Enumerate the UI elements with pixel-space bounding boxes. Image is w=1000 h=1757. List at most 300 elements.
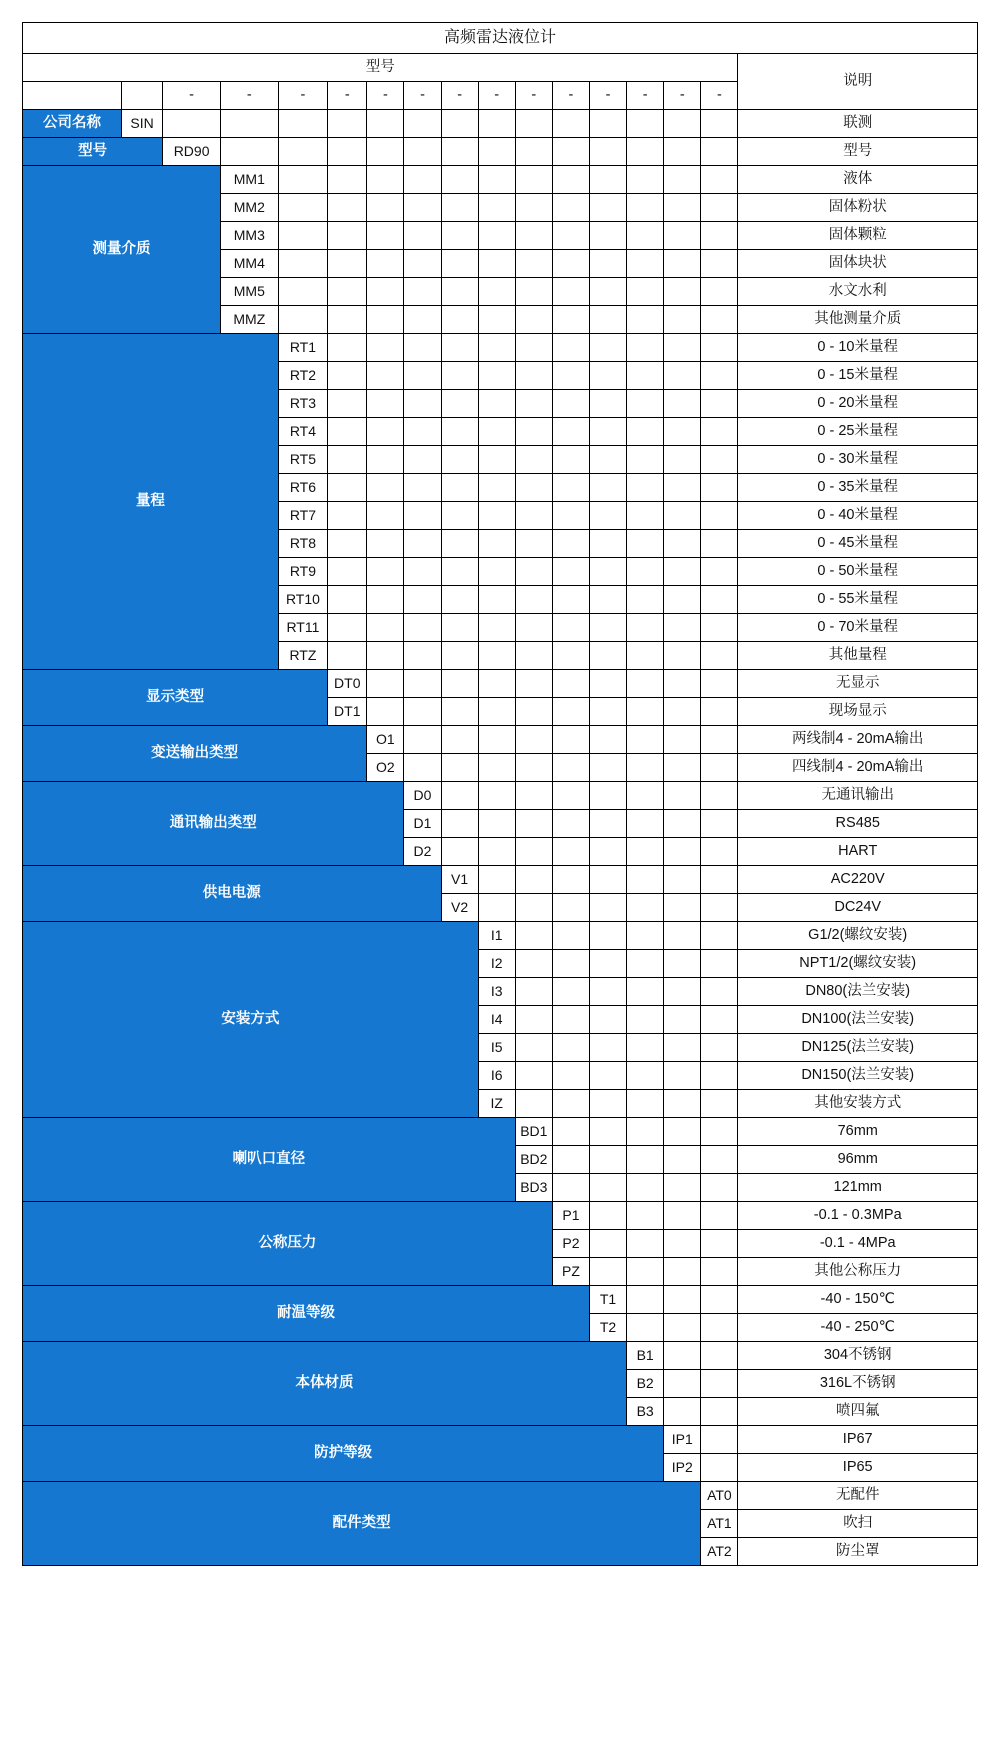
- option-code: MM1: [220, 166, 278, 194]
- empty-cell: [664, 810, 701, 838]
- category-label: 公称压力: [23, 1202, 553, 1286]
- option-description: 0 - 20米量程: [738, 390, 978, 418]
- empty-cell: [441, 110, 478, 138]
- option-description: 其他安装方式: [738, 1090, 978, 1118]
- empty-cell: [367, 250, 404, 278]
- dash-spacer: [23, 82, 122, 110]
- option-code: IZ: [478, 1090, 515, 1118]
- empty-cell: [515, 754, 552, 782]
- empty-cell: [552, 166, 589, 194]
- empty-cell: [590, 726, 627, 754]
- option-code: RT11: [278, 614, 327, 642]
- empty-cell: [627, 810, 664, 838]
- empty-cell: [701, 1342, 738, 1370]
- table-row: [23, 866, 978, 894]
- empty-cell: [664, 950, 701, 978]
- option-code: SIN: [121, 110, 162, 138]
- option-description: IP67: [738, 1426, 978, 1454]
- empty-cell: [701, 950, 738, 978]
- empty-cell: [627, 978, 664, 1006]
- empty-cell: [664, 1174, 701, 1202]
- empty-cell: [627, 250, 664, 278]
- dash-separator: -: [515, 82, 552, 110]
- empty-cell: [515, 530, 552, 558]
- empty-cell: [590, 1202, 627, 1230]
- table-row: [23, 1426, 978, 1454]
- empty-cell: [590, 670, 627, 698]
- empty-cell: [441, 614, 478, 642]
- empty-cell: [701, 334, 738, 362]
- empty-cell: [404, 418, 441, 446]
- option-description: 固体颗粒: [738, 222, 978, 250]
- empty-cell: [367, 110, 404, 138]
- empty-cell: [478, 614, 515, 642]
- empty-cell: [627, 1146, 664, 1174]
- empty-cell: [515, 1034, 552, 1062]
- option-code: RT4: [278, 418, 327, 446]
- option-code: RD90: [163, 138, 221, 166]
- empty-cell: [367, 334, 404, 362]
- empty-cell: [701, 530, 738, 558]
- empty-cell: [627, 390, 664, 418]
- option-description: 0 - 15米量程: [738, 362, 978, 390]
- option-code: D0: [404, 782, 441, 810]
- empty-cell: [404, 166, 441, 194]
- empty-cell: [441, 278, 478, 306]
- table-row: [23, 1482, 978, 1510]
- empty-cell: [552, 614, 589, 642]
- empty-cell: [367, 418, 404, 446]
- empty-cell: [627, 726, 664, 754]
- empty-cell: [701, 838, 738, 866]
- empty-cell: [328, 334, 367, 362]
- empty-cell: [515, 278, 552, 306]
- empty-cell: [328, 306, 367, 334]
- dash-separator: -: [664, 82, 701, 110]
- empty-cell: [664, 754, 701, 782]
- option-description: 无显示: [738, 670, 978, 698]
- empty-cell: [627, 306, 664, 334]
- empty-cell: [701, 642, 738, 670]
- option-description: -0.1 - 0.3MPa: [738, 1202, 978, 1230]
- empty-cell: [441, 530, 478, 558]
- option-code: BD3: [515, 1174, 552, 1202]
- table-row: [23, 166, 978, 194]
- empty-cell: [664, 670, 701, 698]
- option-description: 无配件: [738, 1482, 978, 1510]
- empty-cell: [627, 418, 664, 446]
- option-code: MMZ: [220, 306, 278, 334]
- empty-cell: [552, 698, 589, 726]
- option-description: NPT1/2(螺纹安装): [738, 950, 978, 978]
- empty-cell: [404, 446, 441, 474]
- empty-cell: [627, 922, 664, 950]
- empty-cell: [367, 502, 404, 530]
- empty-cell: [367, 194, 404, 222]
- option-description: 76mm: [738, 1118, 978, 1146]
- empty-cell: [701, 166, 738, 194]
- empty-cell: [590, 418, 627, 446]
- empty-cell: [590, 978, 627, 1006]
- empty-cell: [404, 754, 441, 782]
- empty-cell: [478, 502, 515, 530]
- empty-cell: [515, 250, 552, 278]
- empty-cell: [590, 810, 627, 838]
- empty-cell: [478, 390, 515, 418]
- empty-cell: [404, 698, 441, 726]
- empty-cell: [664, 586, 701, 614]
- empty-cell: [552, 1006, 589, 1034]
- empty-cell: [590, 558, 627, 586]
- empty-cell: [515, 726, 552, 754]
- empty-cell: [701, 1454, 738, 1482]
- empty-cell: [664, 306, 701, 334]
- empty-cell: [404, 670, 441, 698]
- empty-cell: [590, 1034, 627, 1062]
- empty-cell: [441, 502, 478, 530]
- empty-cell: [664, 1118, 701, 1146]
- table-row: [23, 1342, 978, 1370]
- empty-cell: [441, 138, 478, 166]
- empty-cell: [627, 950, 664, 978]
- empty-cell: [404, 642, 441, 670]
- empty-cell: [478, 446, 515, 474]
- option-description: G1/2(螺纹安装): [738, 922, 978, 950]
- option-description: DN150(法兰安装): [738, 1062, 978, 1090]
- empty-cell: [367, 586, 404, 614]
- header-row-model: [23, 54, 978, 82]
- empty-cell: [664, 838, 701, 866]
- empty-cell: [478, 782, 515, 810]
- empty-cell: [478, 530, 515, 558]
- empty-cell: [590, 334, 627, 362]
- empty-cell: [552, 1174, 589, 1202]
- empty-cell: [367, 138, 404, 166]
- empty-cell: [404, 474, 441, 502]
- option-code: AT1: [701, 1510, 738, 1538]
- empty-cell: [664, 362, 701, 390]
- empty-cell: [552, 222, 589, 250]
- option-code: MM5: [220, 278, 278, 306]
- empty-cell: [404, 586, 441, 614]
- option-description: -0.1 - 4MPa: [738, 1230, 978, 1258]
- empty-cell: [627, 586, 664, 614]
- empty-cell: [441, 362, 478, 390]
- empty-cell: [701, 390, 738, 418]
- option-description: DN80(法兰安装): [738, 978, 978, 1006]
- option-description: 96mm: [738, 1146, 978, 1174]
- empty-cell: [478, 110, 515, 138]
- category-label: 通讯输出类型: [23, 782, 404, 866]
- empty-cell: [478, 754, 515, 782]
- empty-cell: [278, 166, 327, 194]
- empty-cell: [515, 138, 552, 166]
- empty-cell: [701, 194, 738, 222]
- option-description: 吹扫: [738, 1510, 978, 1538]
- empty-cell: [590, 1146, 627, 1174]
- empty-cell: [478, 250, 515, 278]
- empty-cell: [328, 390, 367, 418]
- empty-cell: [701, 922, 738, 950]
- empty-cell: [441, 390, 478, 418]
- empty-cell: [552, 194, 589, 222]
- empty-cell: [367, 278, 404, 306]
- empty-cell: [328, 194, 367, 222]
- empty-cell: [701, 1286, 738, 1314]
- empty-cell: [664, 1258, 701, 1286]
- option-code: BD2: [515, 1146, 552, 1174]
- empty-cell: [590, 1090, 627, 1118]
- empty-cell: [515, 362, 552, 390]
- empty-cell: [590, 614, 627, 642]
- empty-cell: [664, 1006, 701, 1034]
- empty-cell: [664, 1286, 701, 1314]
- category-label: 公司名称: [23, 110, 122, 138]
- option-code: RT5: [278, 446, 327, 474]
- empty-cell: [404, 614, 441, 642]
- empty-cell: [515, 838, 552, 866]
- empty-cell: [552, 250, 589, 278]
- option-code: MM2: [220, 194, 278, 222]
- empty-cell: [701, 418, 738, 446]
- empty-cell: [701, 1034, 738, 1062]
- dash-separator: -: [478, 82, 515, 110]
- option-code: DT0: [328, 670, 367, 698]
- option-description: 其他公称压力: [738, 1258, 978, 1286]
- category-label: 耐温等级: [23, 1286, 590, 1342]
- empty-cell: [701, 810, 738, 838]
- empty-cell: [627, 166, 664, 194]
- empty-cell: [441, 586, 478, 614]
- dash-separator: -: [278, 82, 327, 110]
- empty-cell: [328, 166, 367, 194]
- empty-cell: [552, 110, 589, 138]
- empty-cell: [328, 278, 367, 306]
- empty-cell: [627, 698, 664, 726]
- table-row: [23, 138, 978, 166]
- empty-cell: [552, 642, 589, 670]
- empty-cell: [515, 558, 552, 586]
- dash-separator: -: [701, 82, 738, 110]
- empty-cell: [552, 866, 589, 894]
- empty-cell: [328, 362, 367, 390]
- empty-cell: [515, 334, 552, 362]
- dash-separator: -: [328, 82, 367, 110]
- empty-cell: [664, 1370, 701, 1398]
- empty-cell: [664, 642, 701, 670]
- empty-cell: [478, 670, 515, 698]
- empty-cell: [701, 250, 738, 278]
- empty-cell: [552, 390, 589, 418]
- option-description: -40 - 250℃: [738, 1314, 978, 1342]
- empty-cell: [515, 502, 552, 530]
- empty-cell: [515, 446, 552, 474]
- option-code: RT8: [278, 530, 327, 558]
- empty-cell: [627, 1314, 664, 1342]
- empty-cell: [552, 1090, 589, 1118]
- table-row: [23, 726, 978, 754]
- empty-cell: [664, 502, 701, 530]
- empty-cell: [590, 950, 627, 978]
- empty-cell: [552, 474, 589, 502]
- empty-cell: [404, 110, 441, 138]
- empty-cell: [664, 1146, 701, 1174]
- option-description: 316L不锈钢: [738, 1370, 978, 1398]
- option-description: 固体块状: [738, 250, 978, 278]
- empty-cell: [627, 894, 664, 922]
- dash-separator: -: [627, 82, 664, 110]
- empty-cell: [552, 1062, 589, 1090]
- empty-cell: [627, 1062, 664, 1090]
- empty-cell: [590, 502, 627, 530]
- empty-cell: [701, 1062, 738, 1090]
- empty-cell: [590, 1258, 627, 1286]
- option-code: O2: [367, 754, 404, 782]
- empty-cell: [278, 306, 327, 334]
- option-description: 两线制4 - 20mA输出: [738, 726, 978, 754]
- empty-cell: [515, 194, 552, 222]
- option-description: IP65: [738, 1454, 978, 1482]
- empty-cell: [278, 222, 327, 250]
- empty-cell: [552, 558, 589, 586]
- empty-cell: [627, 194, 664, 222]
- empty-cell: [328, 614, 367, 642]
- empty-cell: [664, 1034, 701, 1062]
- empty-cell: [701, 1006, 738, 1034]
- empty-cell: [590, 194, 627, 222]
- empty-cell: [328, 110, 367, 138]
- empty-cell: [404, 334, 441, 362]
- empty-cell: [701, 978, 738, 1006]
- empty-cell: [220, 138, 278, 166]
- empty-cell: [590, 698, 627, 726]
- option-code: B1: [627, 1342, 664, 1370]
- empty-cell: [664, 866, 701, 894]
- option-code: T2: [590, 1314, 627, 1342]
- empty-cell: [701, 110, 738, 138]
- dash-separator: [121, 82, 162, 110]
- empty-cell: [664, 698, 701, 726]
- empty-cell: [163, 110, 221, 138]
- desc-header: 说明: [738, 54, 978, 110]
- empty-cell: [367, 642, 404, 670]
- option-description: 型号: [738, 138, 978, 166]
- option-code: RT10: [278, 586, 327, 614]
- option-description: 固体粉状: [738, 194, 978, 222]
- empty-cell: [441, 838, 478, 866]
- empty-cell: [590, 1118, 627, 1146]
- empty-cell: [515, 642, 552, 670]
- empty-cell: [701, 1230, 738, 1258]
- option-code: RT2: [278, 362, 327, 390]
- option-code: IP1: [664, 1426, 701, 1454]
- empty-cell: [590, 446, 627, 474]
- empty-cell: [404, 502, 441, 530]
- option-code: T1: [590, 1286, 627, 1314]
- empty-cell: [664, 390, 701, 418]
- empty-cell: [701, 586, 738, 614]
- empty-cell: [664, 922, 701, 950]
- empty-cell: [590, 138, 627, 166]
- empty-cell: [478, 138, 515, 166]
- empty-cell: [627, 446, 664, 474]
- empty-cell: [701, 1146, 738, 1174]
- empty-cell: [590, 754, 627, 782]
- empty-cell: [590, 362, 627, 390]
- option-code: I2: [478, 950, 515, 978]
- empty-cell: [701, 1426, 738, 1454]
- empty-cell: [552, 726, 589, 754]
- empty-cell: [664, 1342, 701, 1370]
- empty-cell: [701, 1090, 738, 1118]
- dash-separator: -: [367, 82, 404, 110]
- option-description: RS485: [738, 810, 978, 838]
- document-title: 高频雷达液位计: [23, 23, 978, 54]
- option-code: D2: [404, 838, 441, 866]
- option-code: BD1: [515, 1118, 552, 1146]
- empty-cell: [367, 362, 404, 390]
- empty-cell: [367, 698, 404, 726]
- empty-cell: [590, 530, 627, 558]
- empty-cell: [404, 362, 441, 390]
- empty-cell: [367, 614, 404, 642]
- empty-cell: [664, 334, 701, 362]
- option-code: AT0: [701, 1482, 738, 1510]
- empty-cell: [515, 866, 552, 894]
- empty-cell: [590, 222, 627, 250]
- empty-cell: [552, 586, 589, 614]
- option-code: RT3: [278, 390, 327, 418]
- option-description: 防尘罩: [738, 1538, 978, 1566]
- option-code: I5: [478, 1034, 515, 1062]
- empty-cell: [701, 306, 738, 334]
- option-description: HART: [738, 838, 978, 866]
- empty-cell: [328, 530, 367, 558]
- empty-cell: [515, 1062, 552, 1090]
- empty-cell: [701, 138, 738, 166]
- category-label: 量程: [23, 334, 279, 670]
- option-code: P2: [552, 1230, 589, 1258]
- empty-cell: [664, 978, 701, 1006]
- empty-cell: [367, 446, 404, 474]
- empty-cell: [590, 782, 627, 810]
- empty-cell: [627, 278, 664, 306]
- empty-cell: [328, 222, 367, 250]
- option-description: DN125(法兰安装): [738, 1034, 978, 1062]
- empty-cell: [367, 670, 404, 698]
- empty-cell: [664, 446, 701, 474]
- empty-cell: [627, 1258, 664, 1286]
- empty-cell: [515, 474, 552, 502]
- empty-cell: [478, 838, 515, 866]
- empty-cell: [328, 558, 367, 586]
- option-description: 喷四氟: [738, 1398, 978, 1426]
- empty-cell: [515, 306, 552, 334]
- empty-cell: [701, 1174, 738, 1202]
- empty-cell: [590, 306, 627, 334]
- option-description: 液体: [738, 166, 978, 194]
- option-code: RT1: [278, 334, 327, 362]
- empty-cell: [552, 278, 589, 306]
- table-row: [23, 670, 978, 698]
- empty-cell: [404, 530, 441, 558]
- empty-cell: [627, 1006, 664, 1034]
- empty-cell: [552, 362, 589, 390]
- empty-cell: [552, 530, 589, 558]
- empty-cell: [627, 838, 664, 866]
- empty-cell: [515, 614, 552, 642]
- empty-cell: [664, 1314, 701, 1342]
